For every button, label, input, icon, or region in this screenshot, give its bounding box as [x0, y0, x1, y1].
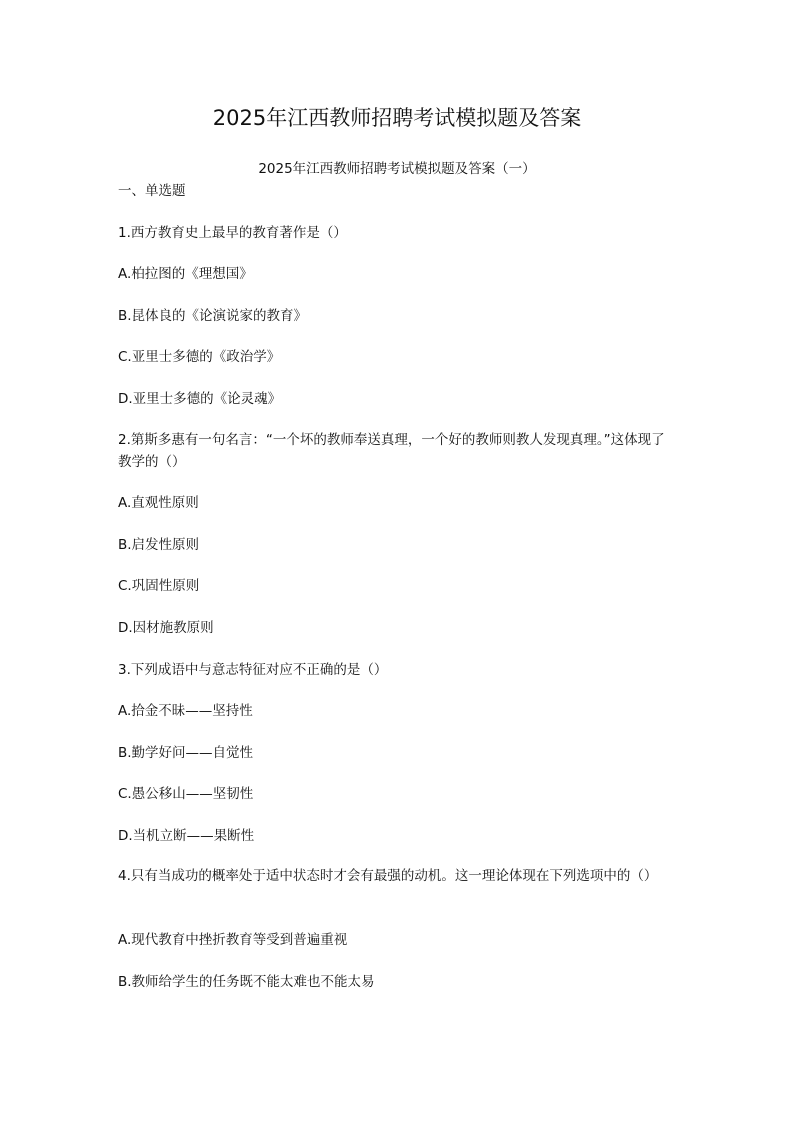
question-3-option-b: B.勤学好问——自觉性 — [118, 745, 254, 761]
question-3-option-a: A.拾金不昧——坚持性 — [118, 703, 253, 719]
document-title: 2025年江西教师招聘考试模拟题及答案 — [212, 106, 582, 130]
question-4-option-b: B.教师给学生的任务既不能太难也不能太易 — [118, 974, 375, 990]
question-2-option-a: A.直观性原则 — [118, 495, 199, 511]
question-1-stem: 1.西方教育史上最早的教育著作是（） — [118, 225, 347, 241]
question-1-option-d: D.亚里士多德的《论灵魂》 — [118, 391, 282, 407]
question-2-option-d: D.因材施教原则 — [118, 620, 214, 636]
question-1-option-b: B.昆体良的《论演说家的教育》 — [118, 308, 308, 324]
question-1-option-c: C.亚里士多德的《政治学》 — [118, 349, 281, 365]
question-3-option-d: D.当机立断——果断性 — [118, 828, 255, 844]
question-2-stem: 2.第斯多惠有一句名言：“一个坏的教师奉送真理，一个好的教师则教人发现真理。”这体现了教学的（） — [118, 432, 665, 470]
document-subtitle: 2025年江西教师招聘考试模拟题及答案（一） — [258, 161, 536, 177]
question-1-option-a: A.柏拉图的《理想国》 — [118, 266, 253, 282]
question-4-option-a: A.现代教育中挫折教育等受到普遍重视 — [118, 932, 348, 948]
question-2-option-c: C.巩固性原则 — [118, 578, 200, 594]
question-3-option-c: C.愚公移山——坚韧性 — [118, 786, 254, 802]
section-heading: 一、单选题 — [118, 183, 186, 199]
question-4-stem: 4.只有当成功的概率处于适中状态时才会有最强的动机。这一理论体现在下列选项中的（） — [118, 868, 658, 884]
question-3-stem: 3.下列成语中与意志特征对应不正确的是（） — [118, 662, 388, 678]
question-2-option-b: B.启发性原则 — [118, 537, 200, 553]
